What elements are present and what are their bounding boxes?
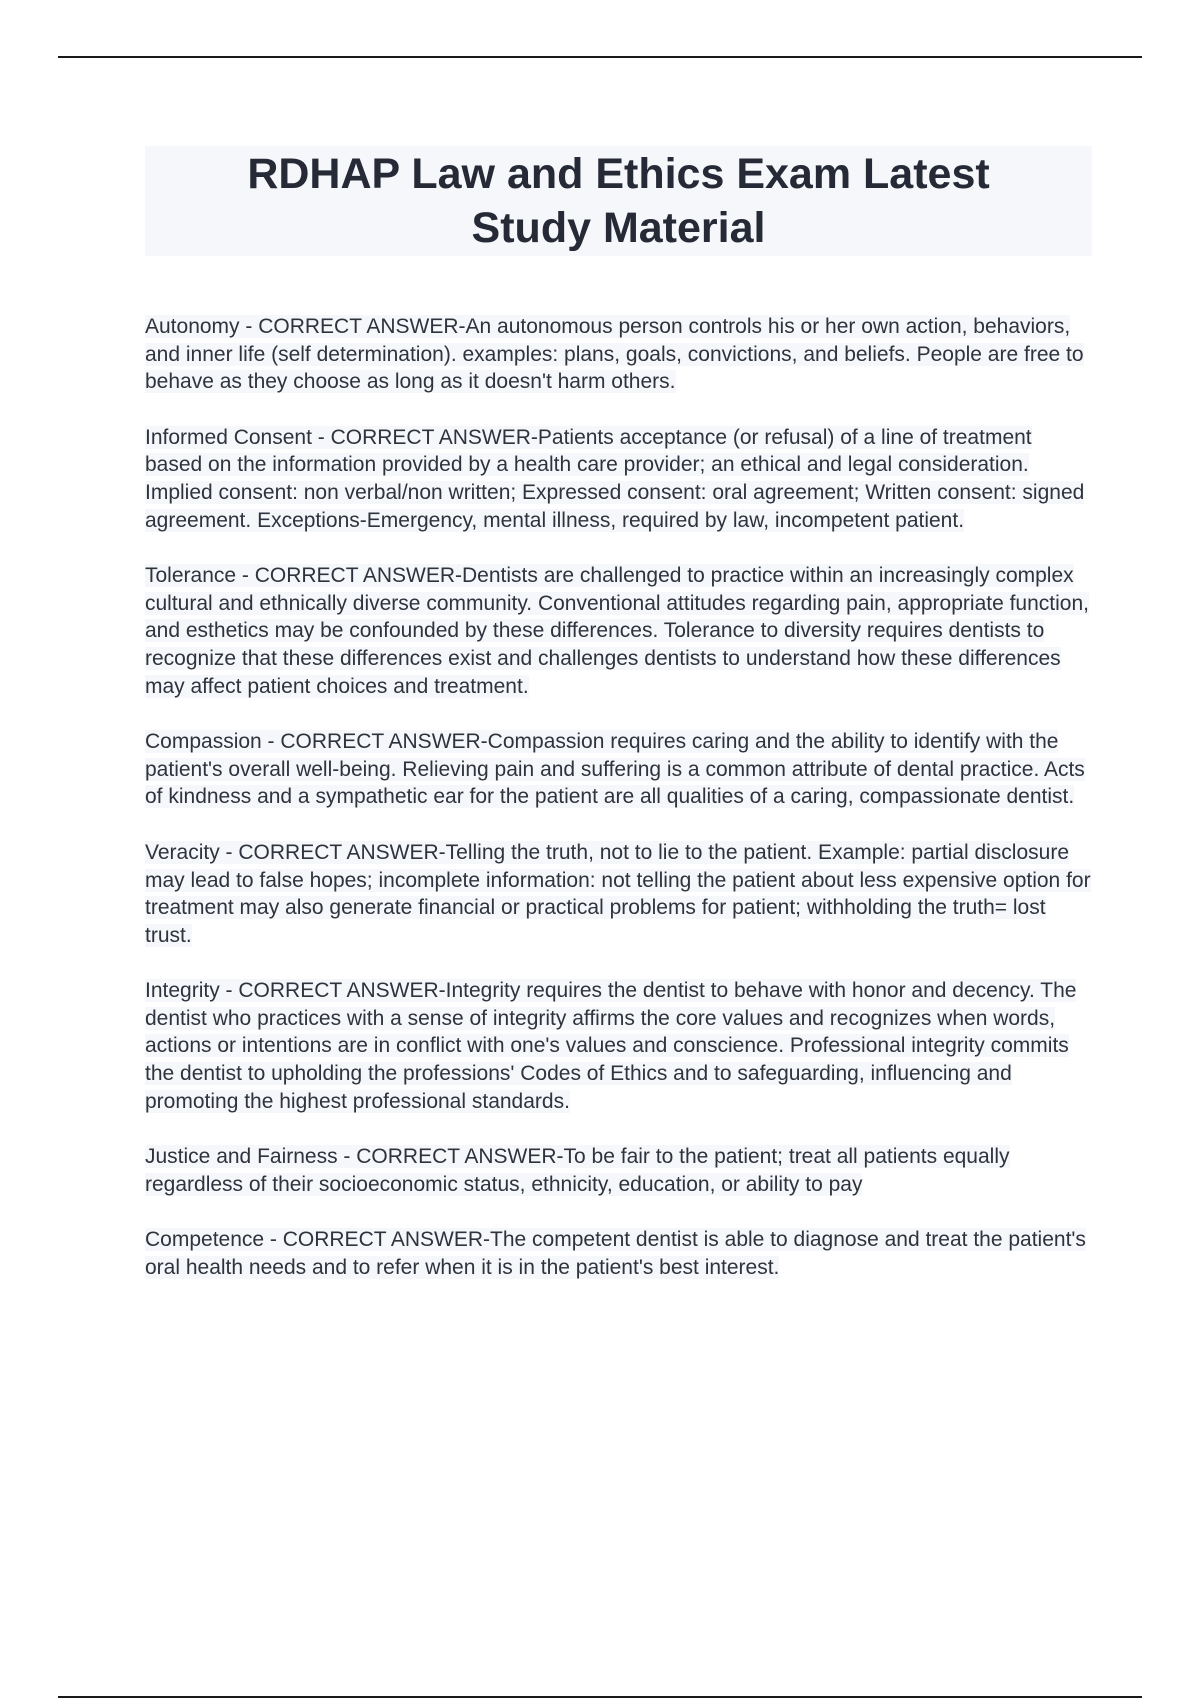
bottom-rule <box>58 1696 1142 1698</box>
flashcard-text: Autonomy - CORRECT ANSWER-An autonomous person controls his or her own action, behaviors, and inner life (self determination). examples: plans, goals, convictions, and beliefs. People are free to behave as they choose as long as it doesn't harm others. <box>145 315 1084 394</box>
document-title: RDHAP Law and Ethics Exam Latest Study Material <box>247 150 990 252</box>
flashcard-entry <box>145 1143 1092 1198</box>
flashcard-text: Veracity - CORRECT ANSWER-Telling the truth, not to lie to the patient. Example: partial disclosure may lead to false hopes; incomplete information: not telling the patient about less expensive option for treatment may also generate financial or practical problems for patient; withholding the truth= lost trust. <box>145 840 1091 947</box>
flashcard-text: Informed Consent - CORRECT ANSWER-Patients acceptance (or refusal) of a line of treatment based on the information provided by a health care provider; an ethical and legal consideration. Implied consent: non verbal/non written; Expressed consent: oral agreement; Written consent: signed agreement. Exceptions-Emergency, mental illness, required by law, incompetent patient. <box>145 425 1085 532</box>
flashcard-entry <box>145 977 1092 1115</box>
flashcard-entry <box>145 562 1092 700</box>
flashcard-text: Tolerance - CORRECT ANSWER-Dentists are challenged to practice within an increasingly complex cultural and ethnically diverse community. Conventional attitudes regarding pain, appropriate function, and esthetics may be confounded by these differences. Tolerance to diversity requires dentists to recognize that these differences exist and challenges dentists to understand how these differences may affect patient choices and treatment. <box>145 564 1089 698</box>
flashcard-list <box>145 313 1092 1310</box>
title-banner <box>145 146 1092 256</box>
flashcard-text: Integrity - CORRECT ANSWER-Integrity requires the dentist to behave with honor and decency. The dentist who practices with a sense of integrity affirms the core values and recognizes when words, actions or intentions are in conflict with one's values and conscience. Professional integrity commits the dentist to upholding the professions' Codes of Ethics and to safeguarding, influencing and promoting the highest professional standards. <box>145 979 1077 1113</box>
flashcard-text: Compassion - CORRECT ANSWER-Compassion requires caring and the ability to identify with the patient's overall well-being. Relieving pain and suffering is a common attribute of dental practice. Acts of kindness and a sympathetic ear for the patient are all qualities of a caring, compassionate dentist. <box>145 730 1085 809</box>
flashcard-entry <box>145 728 1092 811</box>
flashcard-text: Competence - CORRECT ANSWER-The competent dentist is able to diagnose and treat the patient's oral health needs and to refer when it is in the patient's best interest. <box>145 1228 1086 1280</box>
flashcard-entry <box>145 1226 1092 1281</box>
top-rule <box>58 56 1142 58</box>
flashcard-entry <box>145 839 1092 949</box>
flashcard-entry <box>145 424 1092 534</box>
flashcard-text: Justice and Fairness - CORRECT ANSWER-To be fair to the patient; treat all patients equally regardless of their socioeconomic status, ethnicity, education, or ability to pay <box>145 1145 1010 1196</box>
flashcard-entry <box>145 313 1092 396</box>
